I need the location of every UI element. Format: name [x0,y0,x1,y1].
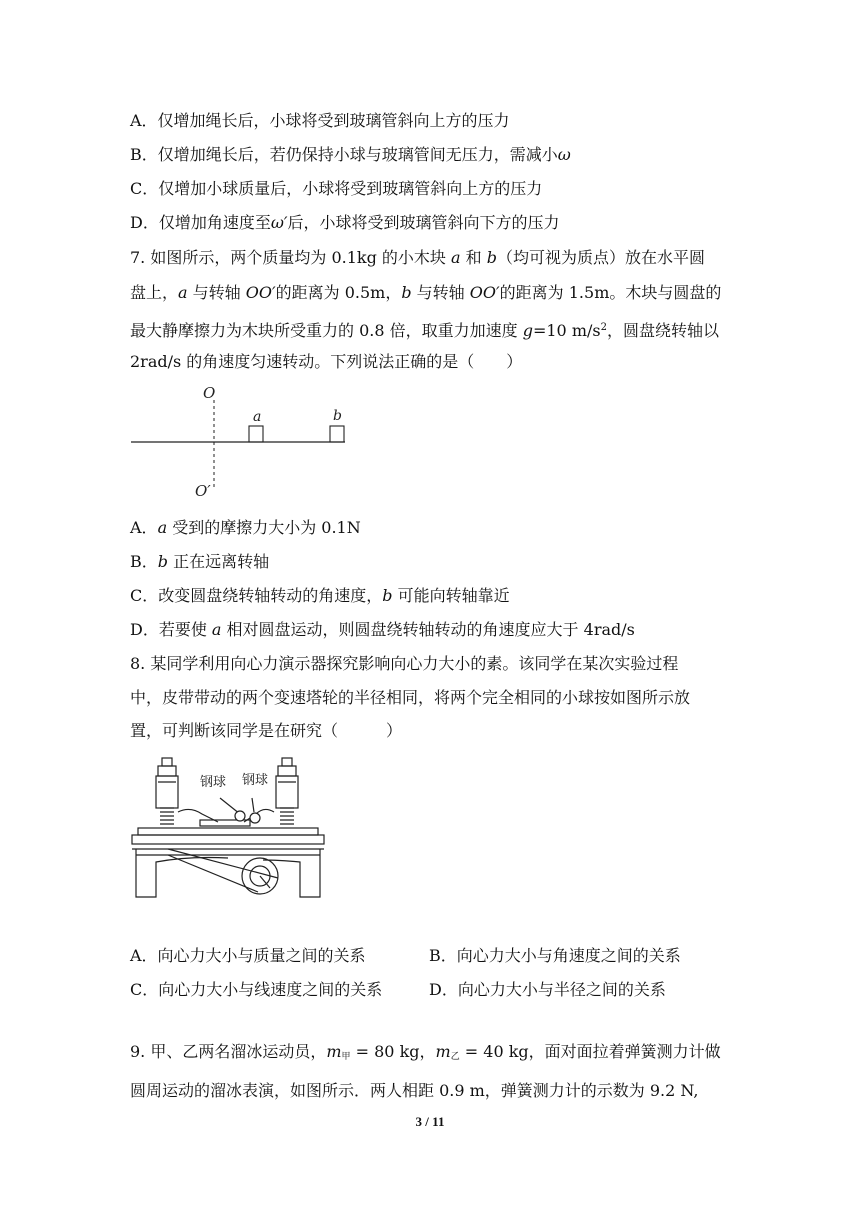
q6-option-d: D．仅增加角速度至ω′后，小球将受到玻璃管斜向下方的压力 [130,213,560,232]
label-a: a [253,409,262,425]
q9-stem-line2: 圆周运动的溜冰表演，如图所示．两人相距 0.9 m，弹簧测力计的示数为 9.2 N, [130,1081,699,1100]
steel-ball-left [235,811,245,821]
label-O-prime: O′ [195,482,211,500]
q7-option-d: D．若要使 a 相对圆盘运动，则圆盘绕转轴转动的角速度应大于 4rad/s [130,620,635,639]
label-b: b [333,408,342,424]
steel-ball-right [250,813,260,823]
block-b [330,426,344,442]
q7-stem-line3: 最大静摩擦力为木块所受重力的 0.8 倍，取重力加速度 g=10 $m/s^2$，圆盘绕转轴以 [130,321,719,340]
q7-option-b: B．b 正在远离转轴 [130,552,270,571]
label-O: O [203,384,216,402]
q7-option-c: C．改变圆盘绕转轴转动的角速度，b 可能向转轴靠近 [130,586,510,605]
page-number: 3 / 11 [415,1114,445,1129]
q7-stem-line2: 盘上，a 与转轴 OO′的距离为 0.5m，b 与转轴 OO′的距离为 1.5m。木块与圆盘的 [130,283,722,302]
q6-option-a: A．仅增加绳长后，小球将受到玻璃管斜向上方的压力 [130,111,510,130]
q8-stem-line3: 置，可判断该同学是在研究（ ） [130,721,403,740]
q9-stem-line1: 9. 甲、乙两名溜冰运动员，$m_甲 = 80$ kg，$m_乙 = 40$ kg，面对面拉着弹簧测力计做 [130,1042,721,1062]
q7-stem-line1: 7. 如图所示，两个质量均为 0.1kg 的小木块 a 和 b（均可视为质点）放在水平圆 [130,248,705,267]
block-a [249,426,263,442]
q7-stem-line4: 2rad/s 的角速度匀速转动。下列说法正确的是（ ） [130,352,523,371]
q8-stem-line1: 8. 某同学利用向心力演示器探究影响向心力大小的素。该同学在某次实验过程 [130,654,679,673]
steel-ball-label-1: 钢球 [200,775,227,790]
q8-apparatus-figure [128,752,328,900]
q7-option-a: A．a 受到的摩擦力大小为 0.1N [130,518,361,537]
steel-ball-label-2: 钢球 [242,773,269,788]
q6-option-b: B．仅增加绳长后，若仍保持小球与玻璃管间无压力，需减小ω [130,145,571,164]
q8-option-b: B．向心力大小与角速度之间的关系 [429,946,681,965]
q8-option-a: A．向心力大小与质量之间的关系 [130,946,366,965]
q8-option-d: D．向心力大小与半径之间的关系 [429,980,666,999]
q7-disk-figure [125,378,355,500]
q8-stem-line2: 中，皮带带动的两个变速塔轮的半径相同，将两个完全相同的小球按如图所示放 [130,688,691,707]
q8-option-c: C．向心力大小与线速度之间的关系 [130,980,383,999]
q6-option-c: C．仅增加小球质量后，小球将受到玻璃管斜向上方的压力 [130,179,543,198]
